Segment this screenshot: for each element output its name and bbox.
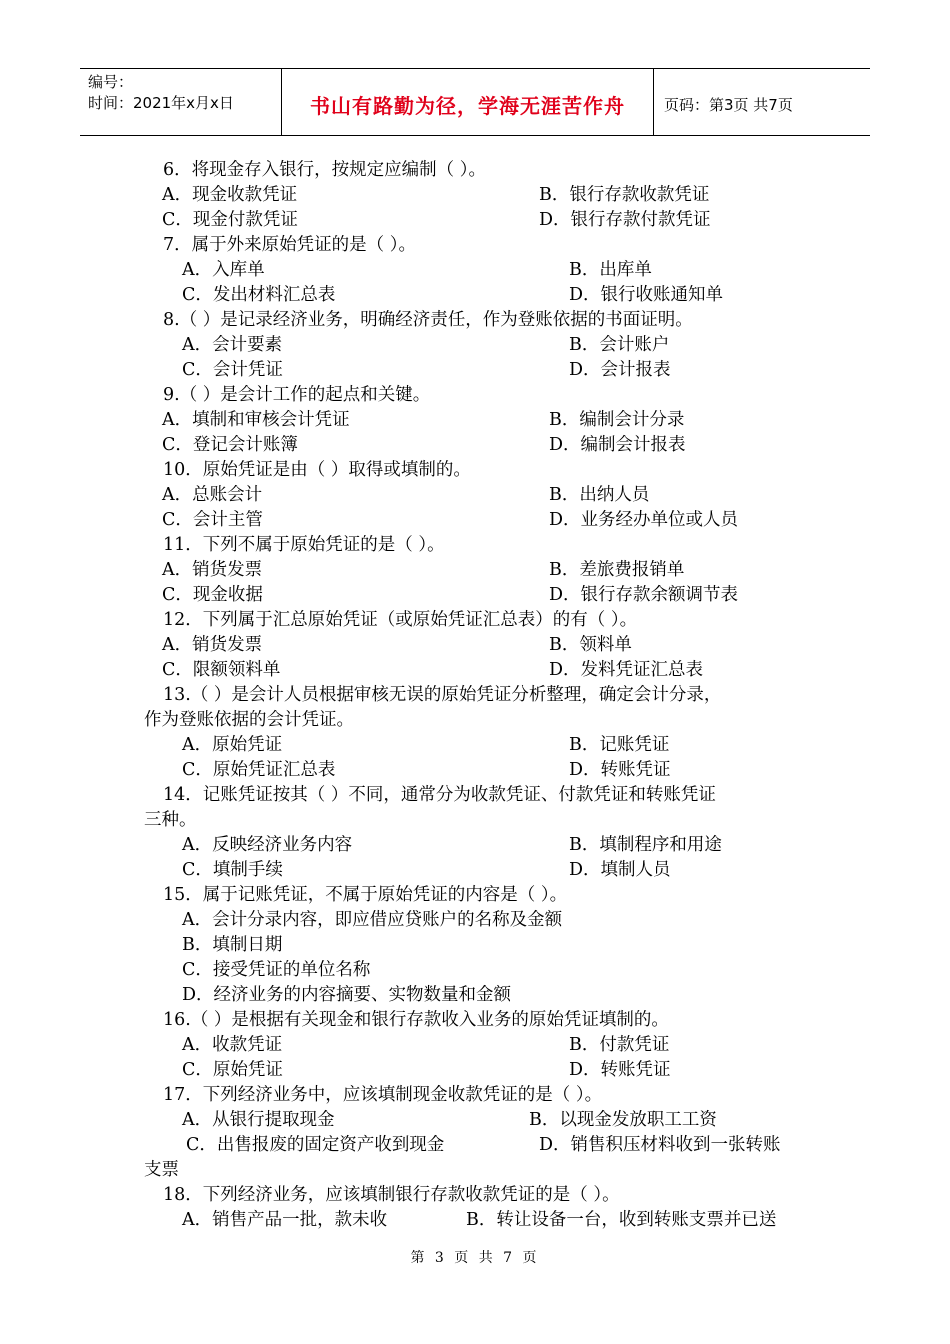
answer-option[interactable]: C．原始凭证 bbox=[182, 1060, 283, 1080]
question-stem: 14．记账凭证按其（ ）不同，通常分为收款凭证、付款凭证和转账凭证 bbox=[163, 785, 716, 805]
answer-option[interactable]: C．限额领料单 bbox=[162, 660, 281, 680]
question-stem: 10．原始凭证是由（ ）取得或填制的。 bbox=[163, 460, 471, 480]
answer-option[interactable]: A．现金收款凭证 bbox=[162, 185, 298, 205]
option-row bbox=[144, 758, 824, 783]
answer-option[interactable]: D．销售积压材料收到一张转账 bbox=[539, 1135, 781, 1155]
question-14 bbox=[144, 783, 824, 883]
option-row bbox=[144, 433, 824, 458]
option-row bbox=[144, 333, 824, 358]
page-header bbox=[80, 68, 870, 136]
answer-option[interactable]: A．收款凭证 bbox=[182, 1035, 283, 1055]
question-15 bbox=[144, 883, 824, 1008]
option-row bbox=[144, 858, 824, 883]
option-row bbox=[144, 933, 824, 958]
answer-option[interactable]: A．销售产品一批，款未收 bbox=[182, 1210, 388, 1230]
time-label: 时间：2021年x月x日 bbox=[88, 94, 234, 112]
question-10 bbox=[144, 458, 824, 533]
answer-option[interactable]: A．入库单 bbox=[182, 260, 265, 280]
question-11 bbox=[144, 533, 824, 608]
question-stem: 15．属于记账凭证，不属于原始凭证的内容是（ ）。 bbox=[163, 885, 568, 905]
header-meta bbox=[80, 69, 282, 135]
option-row bbox=[144, 358, 824, 383]
answer-option[interactable]: A．填制和审核会计凭证 bbox=[162, 410, 350, 430]
answer-option[interactable]: A．反映经济业务内容 bbox=[182, 835, 353, 855]
option-row bbox=[144, 658, 824, 683]
option-row bbox=[144, 833, 824, 858]
option-row bbox=[144, 583, 824, 608]
answer-option[interactable]: D．编制会计报表 bbox=[549, 435, 686, 455]
answer-option[interactable]: B．付款凭证 bbox=[569, 1035, 670, 1055]
answer-option[interactable]: A．从银行提取现金 bbox=[182, 1110, 335, 1130]
answer-option[interactable]: D．转账凭证 bbox=[569, 760, 671, 780]
question-7 bbox=[144, 233, 824, 308]
option-row bbox=[144, 558, 824, 583]
answer-option[interactable]: C．接受凭证的单位名称 bbox=[182, 960, 371, 980]
answer-option[interactable]: A．销货发票 bbox=[162, 635, 263, 655]
question-stem: 12．下列属于汇总原始凭证（或原始凭证汇总表）的有（ ）。 bbox=[163, 610, 638, 630]
answer-option[interactable]: A．总账会计 bbox=[162, 485, 263, 505]
answer-option[interactable]: A．会计要素 bbox=[182, 335, 283, 355]
option-row bbox=[144, 258, 824, 283]
option-row bbox=[144, 1108, 824, 1133]
question-9 bbox=[144, 383, 824, 458]
question-stem-continued: 三种。 bbox=[144, 810, 197, 830]
answer-option[interactable]: C．现金收据 bbox=[162, 585, 263, 605]
answer-option[interactable]: A．原始凭证 bbox=[182, 735, 283, 755]
answer-option[interactable]: A．会计分录内容，即应借应贷账户的名称及金额 bbox=[182, 910, 563, 930]
question-stem: 9.（ ）是会计工作的起点和关键。 bbox=[163, 385, 431, 405]
question-8 bbox=[144, 308, 824, 383]
question-stem-continued: 作为登账依据的会计凭证。 bbox=[144, 710, 354, 730]
answer-option[interactable]: B．编制会计分录 bbox=[549, 410, 685, 430]
answer-option[interactable]: C．会计主管 bbox=[162, 510, 263, 530]
answer-option[interactable]: D．转账凭证 bbox=[569, 1060, 671, 1080]
option-row bbox=[144, 1033, 824, 1058]
motto: 书山有路勤为径，学海无涯苦作舟 bbox=[282, 69, 654, 135]
answer-option[interactable]: B．填制日期 bbox=[182, 935, 283, 955]
question-18 bbox=[144, 1183, 824, 1233]
answer-option[interactable]: B．记账凭证 bbox=[569, 735, 670, 755]
answer-option[interactable]: D．发料凭证汇总表 bbox=[549, 660, 704, 680]
question-stem: 7．属于外来原始凭证的是（ ）。 bbox=[163, 235, 416, 255]
question-stem: 16.（ ）是根据有关现金和银行存款收入业务的原始凭证填制的。 bbox=[163, 1010, 669, 1030]
option-row bbox=[144, 908, 824, 933]
option-row bbox=[144, 1208, 824, 1233]
page-footer: 第 3 页 共 7 页 bbox=[410, 1250, 540, 1266]
answer-option[interactable]: C．出售报废的固定资产收到现金 bbox=[186, 1135, 445, 1155]
question-stem: 8.（ ）是记录经济业务，明确经济责任，作为登账依据的书面证明。 bbox=[163, 310, 693, 330]
option-row bbox=[144, 983, 824, 1008]
option-row bbox=[144, 1058, 824, 1083]
answer-option[interactable]: D．银行存款余额调节表 bbox=[549, 585, 739, 605]
option-row bbox=[144, 958, 824, 983]
answer-option[interactable]: C．现金付款凭证 bbox=[162, 210, 298, 230]
answer-option[interactable]: A．销货发票 bbox=[162, 560, 263, 580]
answer-option[interactable]: C．原始凭证汇总表 bbox=[182, 760, 336, 780]
answer-option[interactable]: B．出库单 bbox=[569, 260, 652, 280]
question-6 bbox=[144, 158, 824, 233]
answer-option[interactable]: B．转让设备一台，收到转账支票并已送 bbox=[466, 1210, 777, 1230]
option-row bbox=[144, 633, 824, 658]
answer-option[interactable]: D．经济业务的内容摘要、实物数量和金额 bbox=[182, 985, 512, 1005]
question-list bbox=[144, 158, 824, 1233]
question-stem: 11．下列不属于原始凭证的是（ ）。 bbox=[163, 535, 445, 555]
question-stem: 18．下列经济业务，应该填制银行存款收款凭证的是（ ）。 bbox=[163, 1185, 620, 1205]
answer-option[interactable]: B．差旅费报销单 bbox=[549, 560, 685, 580]
option-row bbox=[144, 733, 824, 758]
answer-option[interactable]: B．会计账户 bbox=[569, 335, 670, 355]
answer-option[interactable]: C．会计凭证 bbox=[182, 360, 283, 380]
answer-option[interactable]: B．出纳人员 bbox=[549, 485, 650, 505]
option-row bbox=[144, 283, 824, 308]
question-16 bbox=[144, 1008, 824, 1083]
page-info: 页码：第3页 共7页 bbox=[664, 95, 793, 114]
answer-option[interactable]: D．银行收账通知单 bbox=[569, 285, 724, 305]
option-row bbox=[144, 408, 824, 433]
option-continued: 支票 bbox=[144, 1160, 179, 1180]
number-label: 编号： bbox=[88, 73, 134, 91]
question-stem: 6．将现金存入银行，按规定应编制（ ）。 bbox=[163, 160, 486, 180]
answer-option[interactable]: B．银行存款收款凭证 bbox=[539, 185, 710, 205]
answer-option[interactable]: B．填制程序和用途 bbox=[569, 835, 722, 855]
option-row bbox=[144, 208, 824, 233]
option-row bbox=[144, 1133, 824, 1158]
option-row bbox=[144, 183, 824, 208]
answer-option[interactable]: C．填制手续 bbox=[182, 860, 283, 880]
answer-option[interactable]: B．领料单 bbox=[549, 635, 632, 655]
question-stem: 13.（ ）是会计人员根据审核无误的原始凭证分析整理，确定会计分录， bbox=[163, 685, 722, 705]
option-row bbox=[144, 483, 824, 508]
option-row bbox=[144, 508, 824, 533]
answer-option[interactable]: C．登记会计账簿 bbox=[162, 435, 298, 455]
question-12 bbox=[144, 608, 824, 683]
answer-option[interactable]: D．银行存款付款凭证 bbox=[539, 210, 711, 230]
answer-option[interactable]: D．业务经办单位或人员 bbox=[549, 510, 739, 530]
answer-option[interactable]: D．填制人员 bbox=[569, 860, 671, 880]
question-stem: 17．下列经济业务中，应该填制现金收款凭证的是（ ）。 bbox=[163, 1085, 603, 1105]
answer-option[interactable]: D．会计报表 bbox=[569, 360, 671, 380]
question-13 bbox=[144, 683, 824, 783]
question-17 bbox=[144, 1083, 824, 1183]
answer-option[interactable]: B．以现金发放职工工资 bbox=[529, 1110, 717, 1130]
answer-option[interactable]: C．发出材料汇总表 bbox=[182, 285, 336, 305]
